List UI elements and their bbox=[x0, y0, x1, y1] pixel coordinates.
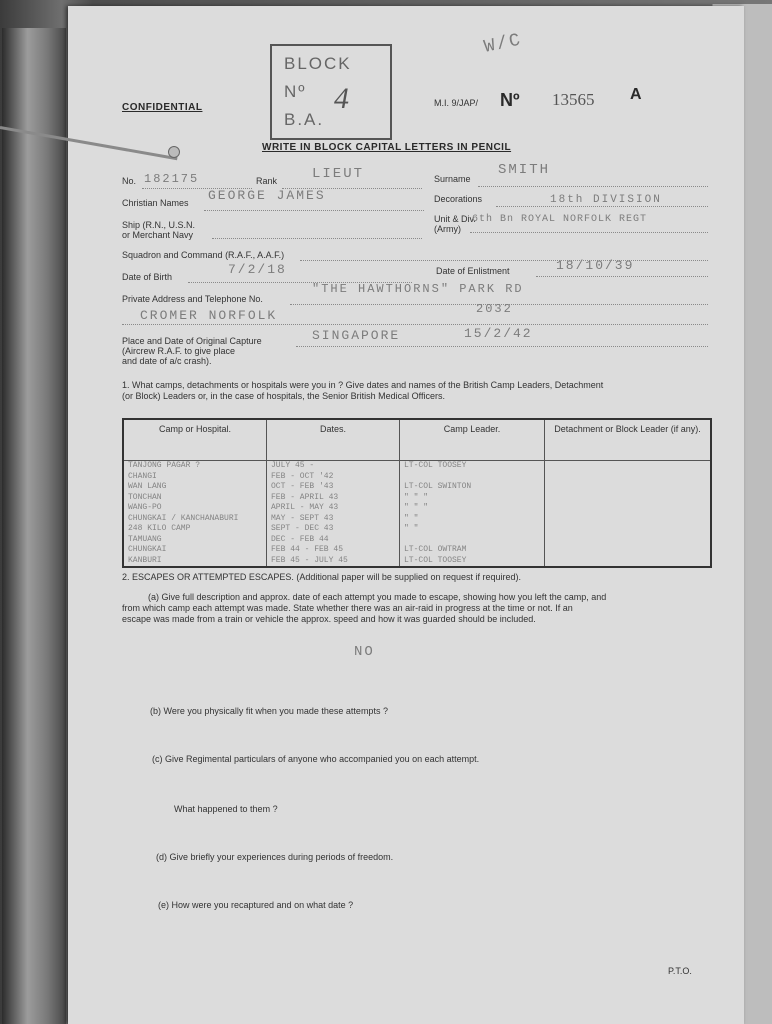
christian-names-label: Christian Names bbox=[122, 198, 189, 208]
list-item bbox=[404, 535, 540, 546]
address-label: Private Address and Telephone No. bbox=[122, 294, 263, 304]
confidential-label: CONFIDENTIAL bbox=[122, 102, 203, 113]
capture-label-2: (Aircrew R.A.F. to give place bbox=[122, 346, 236, 356]
list-item: FEB - OCT '42 bbox=[271, 471, 334, 481]
list-item: MAY - SEPT 43 bbox=[271, 513, 334, 523]
list-item: 248 KILO CAMP bbox=[128, 524, 191, 533]
list-item: LT-COL SWINTON bbox=[404, 482, 472, 491]
col-detachment-header: Detachment or Block Leader (if any). bbox=[545, 419, 712, 461]
list-item: SEPT - DEC 43 bbox=[271, 524, 334, 533]
dates-cell bbox=[267, 461, 400, 568]
unit-value-2: 6th Bn ROYAL NORFOLK REGT bbox=[472, 214, 648, 225]
col-camp-header: Camp or Hospital. bbox=[123, 419, 267, 461]
q2a-line-1: (a) Give full description and approx. date of each attempt you made to escape, showing how you left the camp, and bbox=[148, 592, 607, 602]
ship-label-2: or Merchant Navy bbox=[122, 230, 194, 240]
list-item: " " bbox=[404, 524, 419, 533]
list-item: FEB 45 - JULY 45 bbox=[271, 555, 348, 565]
file-binder bbox=[2, 28, 66, 1024]
list-item: " " " bbox=[404, 503, 429, 512]
capture-label-3: and date of a/c crash). bbox=[122, 356, 212, 366]
leaders-cell bbox=[400, 461, 545, 568]
detachment-cell bbox=[545, 461, 712, 568]
capture-place-value: SINGAPORE bbox=[312, 328, 401, 343]
form-reference: M.I. 9/JAP/ bbox=[434, 98, 479, 108]
dob-label: Date of Birth bbox=[122, 272, 173, 282]
q2a-answer: NO bbox=[354, 644, 375, 660]
enlistment-value: 18/10/39 bbox=[556, 258, 635, 273]
no-value: 182175 bbox=[144, 172, 200, 186]
pto-label: P.T.O. bbox=[668, 966, 692, 976]
col-dates-header: Dates. bbox=[267, 419, 400, 461]
q2d-text: (d) Give briefly your experiences during periods of freedom. bbox=[156, 852, 394, 862]
list-item: LT-COL OWTRAM bbox=[404, 545, 467, 554]
q1-text-line-2: (or Block) Leaders or, in the case of hospitals, the Senior British Medical Officers. bbox=[122, 391, 445, 401]
stamp-block-text: BLOCK bbox=[284, 54, 352, 73]
q1-text-line-1: 1. What camps, detachments or hospitals were you in ? Give dates and names of the British Camp Leaders, Detachment bbox=[122, 380, 604, 390]
ship-label-1: Ship (R.N., U.S.N. bbox=[122, 220, 196, 230]
camps-table bbox=[122, 418, 712, 568]
list-item: CHANGI bbox=[128, 471, 157, 481]
q2-heading: 2. ESCAPES OR ATTEMPTED ESCAPES. (Additional paper will be supplied on request if required). bbox=[122, 572, 522, 582]
punch-hole bbox=[168, 146, 180, 158]
enlistment-label: Date of Enlistment bbox=[436, 266, 510, 276]
surname-value: SMITH bbox=[498, 162, 551, 178]
list-item: KANBURI bbox=[128, 555, 162, 565]
list-item: DEC - FEB 44 bbox=[271, 534, 329, 544]
list-item: WANG-PO bbox=[128, 503, 162, 512]
q2b-text: (b) Were you physically fit when you made these attempts ? bbox=[150, 706, 388, 716]
list-item: LT-COL TOOSEY bbox=[404, 555, 467, 565]
list-item: CHUNGKAI bbox=[128, 545, 167, 554]
camps-cell bbox=[123, 461, 267, 568]
q2a-line-3: escape was made from a train or vehicle the approx. speed and how it was guarded should be included. bbox=[122, 614, 536, 624]
q2a-line-2: from which camp each attempt was made. State whether there was an air-raid in progress at the time or not. If an bbox=[122, 603, 573, 613]
serial-number: 13565 bbox=[552, 90, 595, 109]
address-value-2: CROMER NORFOLK bbox=[140, 308, 278, 323]
rank-label: Rank bbox=[256, 176, 278, 186]
unit-label-1: Unit & Div. bbox=[434, 214, 476, 224]
list-item: " " bbox=[404, 513, 419, 523]
list-item: TONCHAN bbox=[128, 492, 162, 502]
list-item: APRIL - MAY 43 bbox=[271, 503, 339, 512]
dob-value: 7/2/18 bbox=[228, 262, 287, 277]
squadron-label: Squadron and Command (R.A.F., A.A.F.) bbox=[122, 250, 285, 260]
capture-date-value: 15/2/42 bbox=[464, 326, 533, 341]
list-item: CHUNGKAI / KANCHANABURI bbox=[128, 513, 239, 523]
decorations-label: Decorations bbox=[434, 194, 483, 204]
list-item: JULY 45 - bbox=[271, 461, 315, 470]
no-label: No. bbox=[122, 176, 137, 186]
q2c-sub-text: What happened to them ? bbox=[174, 804, 278, 814]
list-item: " " " bbox=[404, 492, 429, 502]
list-item: TANJONG PAGAR ? bbox=[128, 461, 201, 470]
serial-suffix: A bbox=[630, 86, 642, 103]
q2e-text: (e) How were you recaptured and on what date ? bbox=[158, 900, 354, 910]
pencil-instruction: WRITE IN BLOCK CAPITAL LETTERS IN PENCIL bbox=[262, 142, 512, 153]
pow-questionnaire-page bbox=[68, 6, 744, 1024]
list-item: FEB 44 - FEB 45 bbox=[271, 545, 344, 554]
stamp-handwritten-number: 4 bbox=[334, 82, 349, 115]
address-value-1: "THE HAWTHORNS" PARK RD bbox=[312, 282, 524, 296]
serial-no-symbol: Nº bbox=[500, 90, 520, 110]
unit-value-1: 18th DIVISION bbox=[550, 194, 662, 206]
christian-names-value: GEORGE JAMES bbox=[208, 188, 326, 203]
address-value-3: 2032 bbox=[476, 302, 513, 316]
q2c-text: (c) Give Regimental particulars of anyone who accompanied you on each attempt. bbox=[152, 754, 480, 764]
col-leader-header: Camp Leader. bbox=[400, 419, 545, 461]
list-item: WAN LANG bbox=[128, 482, 167, 491]
block-stamp bbox=[270, 44, 392, 140]
rank-value: LIEUT bbox=[312, 166, 365, 182]
surname-label: Surname bbox=[434, 174, 471, 184]
list-item: FEB - APRIL 43 bbox=[271, 492, 339, 502]
capture-label-1: Place and Date of Original Capture bbox=[122, 336, 262, 346]
stamp-no-text: Nº bbox=[284, 82, 307, 101]
list-item bbox=[404, 472, 540, 483]
list-item: TAMUANG bbox=[128, 534, 162, 544]
stamp-ba-text: B.A. bbox=[284, 110, 325, 129]
list-item: LT-COL TOOSEY bbox=[404, 461, 467, 470]
list-item: OCT - FEB '43 bbox=[271, 482, 334, 491]
unit-label-2: (Army) bbox=[434, 224, 461, 234]
pencil-scribble: W/C bbox=[482, 30, 525, 58]
